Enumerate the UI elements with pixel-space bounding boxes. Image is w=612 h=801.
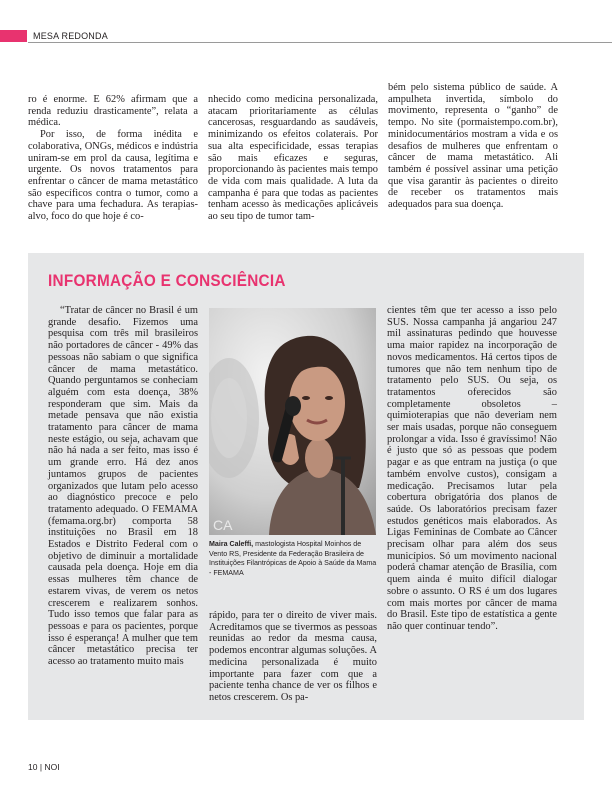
article-column-2 xyxy=(208,94,378,223)
caption-name: Maira Caleffi, xyxy=(209,540,254,548)
section-color-tab xyxy=(0,30,27,42)
paragraph: bém pelo sistema público de saúde. A ampulheta invertida, símbolo do movimento, representa o “ganho” de tempo. No site (pormaistempo.com.br), minidocumentários mostram a vida e os desafios de mulheres que enfrentam o câncer de mama metastático. Ali também é possível assinar uma petição que visa garantir às pacientes o direito de receber os tratamentos mais adequados para sua doença. xyxy=(388,82,558,211)
article-column-1 xyxy=(28,94,198,223)
box-column-2 xyxy=(209,610,377,704)
paragraph: Por isso, de forma inédita e colaborativa, ONGs, médicos e indústria uniram-se em prol da causa, legítima e urgente. Os novos tratamentos para enfrentar o câncer de mama metastático são específicos contra o tumor, como a chave para uma fechadura. As terapias-alvo, foco do que hoje é co- xyxy=(28,129,198,223)
box-column-3 xyxy=(387,305,557,633)
photo-illustration xyxy=(209,308,376,535)
footer-separator: | xyxy=(39,762,43,772)
magazine-name: NOI xyxy=(44,762,60,772)
box-column-1 xyxy=(48,305,198,668)
paragraph: rápido, para ter o direito de viver mais. Acreditamos que se tivermos as pessoas reunidas ao redor da mesma causa, podemos encontrar algumas soluções. A medicina personalizada é muito importante para fazer com que a paciente tenha chance de ver os filhos e netos crescerem. Os pa- xyxy=(209,610,377,703)
photo-watermark: CA xyxy=(213,517,233,533)
page-footer xyxy=(28,762,60,772)
section-label: MESA REDONDA xyxy=(33,31,108,41)
paragraph: ro é enorme. E 62% afirmam que a renda reduziu drasticamente”, relata a médica. xyxy=(28,94,198,129)
photo-caption xyxy=(209,540,379,578)
caption-text: mastologista Hospital Moinhos de Vento RS, Presidente da Federação Brasileira de Instituições Filantrópicas de Apoio à Saúde da Mama - FEMAMA xyxy=(209,540,377,577)
box-title: INFORMAÇÃO E CONSCIÊNCIA xyxy=(48,271,286,290)
paragraph: cientes têm que ter acesso a isso pelo SUS. Nossa campanha já angariou 247 mil assinaturas pedindo que houvesse uma maior rapidez na incorporação de novos medicamentos. Há certos tipos de tumores que não tem nenhum tipo de tratamento pelo SUS. Ou seja, os tratamentos oferecidos são completamente obsoletos – quimioterapias que não deveriam nem ser mais usadas, porque não conseguem prolongar a vida. Isso é gravíssimo! Não é justo que só as pessoas que podem pagar e as que entram na justiça (o que também envolve custos), consigam a medicação. Precisamos lutar pela cobertura obrigatória dos planos de saúde. Os laboratórios precisam fazer estudos genéticos mais elaborados. As Ligas Femininas de Combate ao Câncer precisam olhar para além dos seus municípios. Só um movimento nacional poderá chamar atenção de Brasília, com quem ainda é muito difícil dialogar sobre o assunto. O RS é um dos lugares com mais mortes por câncer de mama do Brasil. Este tipo de estatística a gente não quer continuar tendo”. xyxy=(387,305,557,632)
header-rule xyxy=(28,42,612,43)
article-column-3 xyxy=(388,82,558,211)
portrait-photo xyxy=(209,308,376,535)
paragraph: nhecido como medicina personalizada, atacam prioritariamente as células cancerosas, resguardando as saudáveis, minimizando os efeitos colaterais. Por sua alta especificidade, essas terapias são mais eficazes e seguras, proporcionando às pacientes mais tempo de vida com mais qualidade. A luta da campanha é para que todas as pacientes tenham acesso às medicações aplicáveis ao seu tipo de tumor tam- xyxy=(208,94,378,223)
paragraph: “Tratar de câncer no Brasil é um grande desafio. Fizemos uma pesquisa com três mil brasileiros não portadores de câncer - 49% das pessoas não sabiam o que significa câncer de mama metastático. Quando perguntamos se conheciam alguém com esta doença, 38% responderam que sim. Mais da metade pensava que não existia tratamento para câncer de mama neste estágio, ou seja, achavam que não há nada a ser feito, mas isso é um grande erro. Há dez anos juntamos grupos de pacientes organizados que lutam pelo acesso ao diagnóstico precoce e pelo tratamento adequado. O FEMAMA (femama.org.br) comporta 58 instituições no Brasil em 18 Estados e Distrito Federal com o objetivo de diminuir a mortalidade causada pela doença. Hoje em dia essas mulheres têm chance de estarem vivas, de verem os netos crescerem e realizarem sonhos. Tudo isso temos que falar para as pessoas e para os pacientes, porque isso é esperança! A mulher que tem câncer metastático precisa ter acesso ao tratamento muito mais xyxy=(48,305,198,668)
page-number: 10 xyxy=(28,762,38,772)
